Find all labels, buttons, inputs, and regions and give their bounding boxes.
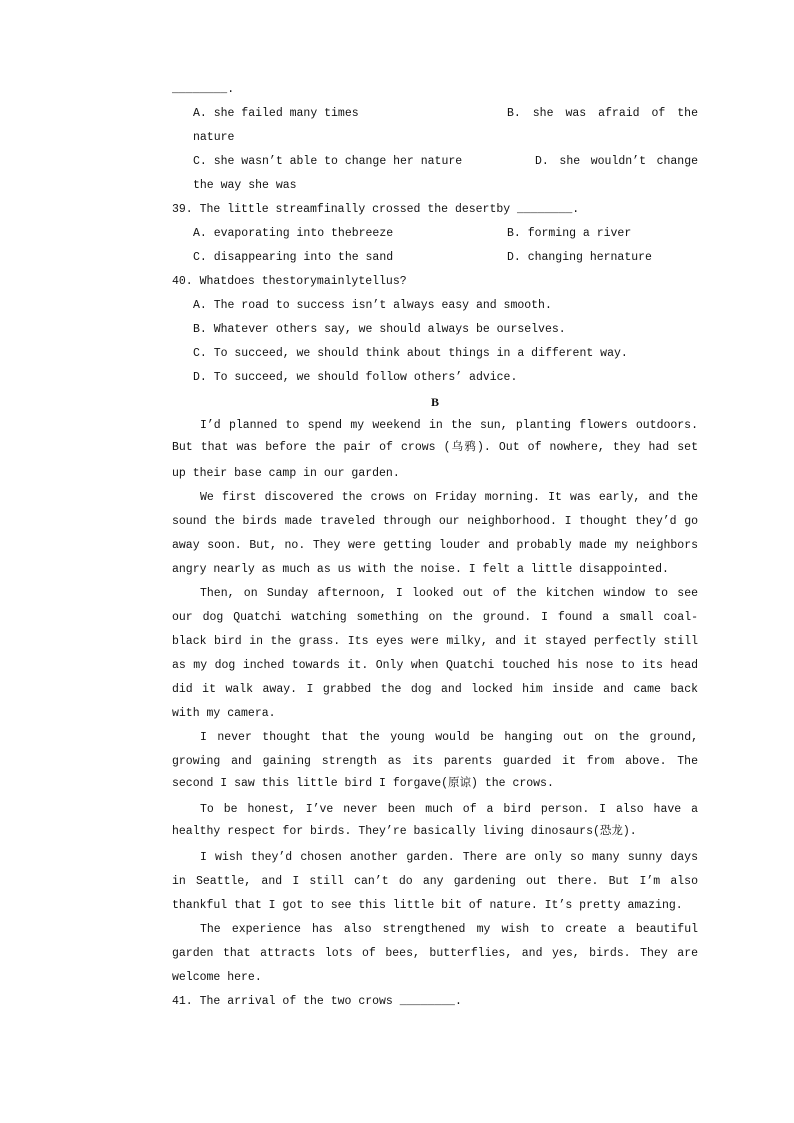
- passage-line: I wish they’d chosen another garden. There are only so many sunny days: [200, 851, 698, 864]
- passage-line: welcome here.: [172, 971, 262, 984]
- q38-option-d-cont: the way she was: [193, 179, 297, 192]
- q39-option-b: B. forming a river: [507, 227, 632, 240]
- q40-stem: 40. Whatdoes thestorymainlytellus?: [172, 275, 407, 288]
- q40-option-a: A. The road to success isn’t always easy and smooth.: [193, 299, 552, 312]
- passage-line: away soon. But, no. They were getting louder and probably made my neighbors: [172, 539, 698, 552]
- passage-line: sound the birds made traveled through our neighborhood. I thought they’d go: [172, 515, 698, 528]
- passage-line: angry nearly as much as us with the noise. I felt a little disappointed.: [172, 563, 669, 576]
- q40-option-d: D. To succeed, we should follow others’ advice.: [193, 371, 518, 384]
- q39-option-a: A. evaporating into thebreeze: [193, 227, 394, 240]
- passage-line: Then, on Sunday afternoon, I looked out of the kitchen window to see: [200, 587, 698, 600]
- passage-line: as my dog inched towards it. Only when Quatchi touched his nose to its head: [172, 659, 698, 672]
- passage-line: But that was before the pair of crows (乌鸦). Out of nowhere, they had set: [172, 441, 698, 454]
- passage-line: I’d planned to spend my weekend in the sun, planting flowers outdoors.: [200, 419, 698, 432]
- passage-line: We first discovered the crows on Friday morning. It was early, and the: [200, 491, 698, 504]
- passage-line: up their base camp in our garden.: [172, 467, 400, 480]
- passage-line: our dog Quatchi watching something on the ground. I found a small coal-: [172, 611, 698, 624]
- passage-line: black bird in the grass. Its eyes were milky, and it stayed perfectly still: [172, 635, 698, 648]
- passage-line: did it walk away. I grabbed the dog and locked him inside and came back: [172, 683, 698, 696]
- q38-option-b-cont: nature: [193, 131, 235, 144]
- passage-line: The experience has also strengthened my wish to create a beautiful: [200, 923, 698, 936]
- q38-option-d: D. she wouldn’t change: [535, 155, 698, 168]
- q39-stem: 39. The little streamfinally crossed the desertby ________.: [172, 203, 580, 216]
- q39-option-c: C. disappearing into the sand: [193, 251, 394, 264]
- q40-option-b: B. Whatever others say, we should always be ourselves.: [193, 323, 566, 336]
- q38-option-a: A. she failed many times: [193, 107, 359, 120]
- passage-line: second I saw this little bird I forgave(原谅) the crows.: [172, 777, 554, 790]
- q38-option-b: B. she was afraid of the: [507, 107, 698, 120]
- q38-blank: ________.: [172, 83, 235, 96]
- q40-option-c: C. To succeed, we should think about things in a different way.: [193, 347, 628, 360]
- passage-line: in Seattle, and I still can’t do any gardening out there. But I’m also: [172, 875, 698, 888]
- q41-stem: 41. The arrival of the two crows ________.: [172, 995, 462, 1008]
- section-heading: B: [430, 395, 439, 409]
- passage-line: thankful that I got to see this little bit of nature. It’s pretty amazing.: [172, 899, 683, 912]
- passage-line: garden that attracts lots of bees, butterflies, and yes, birds. They are: [172, 947, 698, 960]
- q39-option-d: D. changing hernature: [507, 251, 652, 264]
- q38-option-c: C. she wasn’t able to change her nature: [193, 155, 463, 168]
- passage-line: I never thought that the young would be hanging out on the ground,: [200, 731, 698, 744]
- passage-line: growing and gaining strength as its parents guarded it from above. The: [172, 755, 698, 768]
- passage-line: To be honest, I’ve never been much of a bird person. I also have a: [200, 803, 698, 816]
- passage-line: healthy respect for birds. They’re basically living dinosaurs(恐龙).: [172, 825, 637, 838]
- passage-line: with my camera.: [172, 707, 276, 720]
